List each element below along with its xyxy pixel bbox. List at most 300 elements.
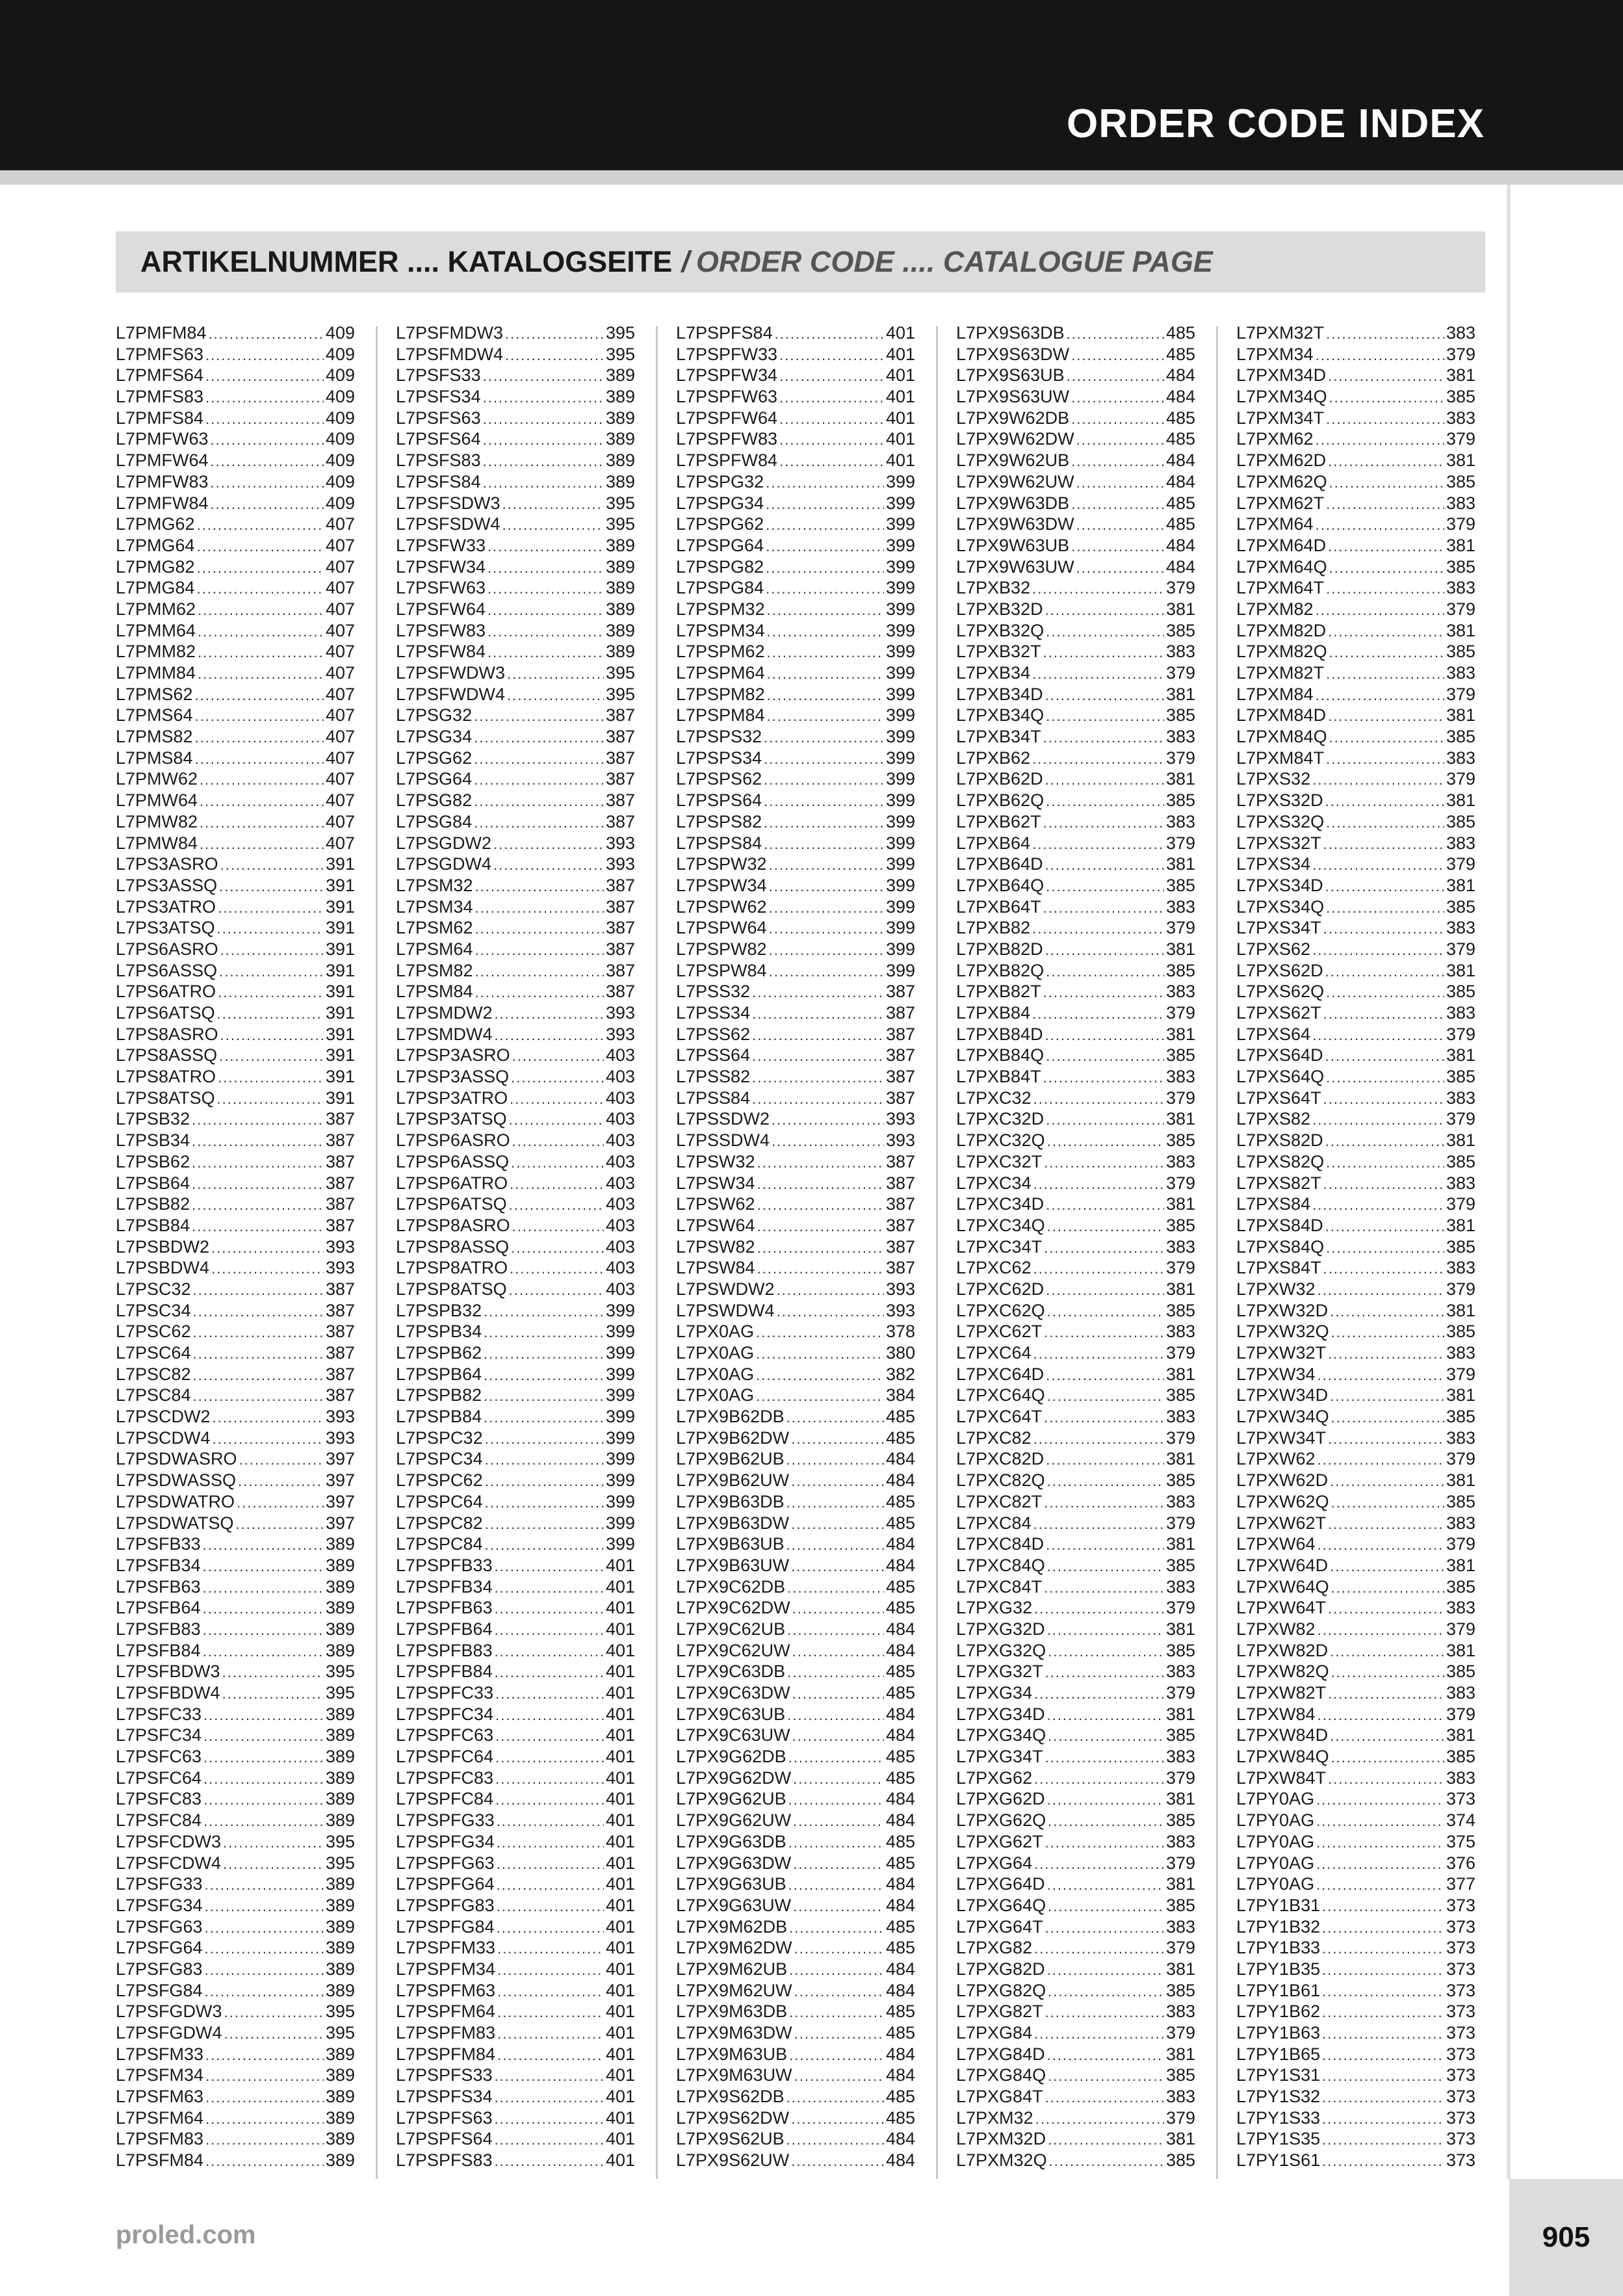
dot-leader bbox=[1043, 727, 1164, 748]
dot-leader bbox=[502, 494, 604, 514]
order-code: L7PSP8ATSQ bbox=[396, 1279, 507, 1299]
order-code: L7PX9W62DW bbox=[956, 429, 1074, 449]
dot-leader bbox=[213, 1429, 324, 1449]
index-entry bbox=[396, 1194, 635, 1215]
dot-leader bbox=[1046, 706, 1164, 726]
order-code: L7PXM62T bbox=[1236, 493, 1325, 513]
order-code: L7PSPW84 bbox=[676, 960, 767, 980]
index-entry bbox=[396, 577, 635, 599]
dot-leader bbox=[495, 2066, 604, 2086]
index-entry bbox=[956, 1853, 1195, 1874]
index-entry bbox=[1236, 556, 1475, 578]
catalogue-page: 399 bbox=[885, 960, 915, 980]
dot-leader bbox=[764, 791, 884, 811]
catalogue-page: 383 bbox=[1165, 1576, 1195, 1597]
dot-leader bbox=[1328, 706, 1444, 726]
catalogue-page: 381 bbox=[1165, 1449, 1195, 1469]
dot-leader bbox=[484, 1344, 604, 1364]
catalogue-page: 391 bbox=[325, 1067, 355, 1087]
index-entry bbox=[116, 981, 355, 1002]
order-code: L7PSFG84 bbox=[116, 1980, 203, 2000]
catalogue-page: 381 bbox=[1446, 1215, 1475, 1235]
catalogue-page: 379 bbox=[1446, 344, 1475, 364]
catalogue-page: 391 bbox=[325, 960, 355, 980]
catalogue-page: 383 bbox=[1446, 1003, 1475, 1023]
catalogue-page: 485 bbox=[885, 2107, 915, 2128]
index-entry bbox=[956, 1321, 1195, 1342]
dot-leader bbox=[1318, 1620, 1444, 1640]
dot-leader bbox=[793, 1896, 884, 1916]
order-code: L7PXC82T bbox=[956, 1491, 1043, 1511]
catalogue-page: 387 bbox=[325, 1130, 355, 1151]
catalogue-page: 401 bbox=[605, 1747, 635, 1767]
catalogue-page: 403 bbox=[605, 1130, 635, 1151]
order-code: L7PSFBDW4 bbox=[116, 1683, 220, 1702]
catalogue-page: 379 bbox=[1165, 578, 1195, 598]
index-column bbox=[676, 322, 915, 2171]
catalogue-page: 407 bbox=[325, 811, 355, 831]
index-entry bbox=[956, 2107, 1195, 2129]
catalogue-page: 381 bbox=[1165, 1024, 1195, 1044]
catalogue-page: 381 bbox=[1165, 854, 1195, 874]
index-entry bbox=[676, 1555, 915, 1576]
index-entry bbox=[1236, 2128, 1475, 2150]
index-entry bbox=[676, 1746, 915, 1768]
order-code: L7PXM32T bbox=[1236, 323, 1325, 343]
index-entry bbox=[396, 811, 635, 833]
order-code: L7PSPS64 bbox=[676, 790, 762, 811]
index-entry bbox=[116, 1045, 355, 1066]
index-entry bbox=[1236, 408, 1475, 429]
catalogue-page: 381 bbox=[1446, 790, 1475, 811]
index-entry bbox=[116, 875, 355, 896]
order-code: L7PXS62Q bbox=[1236, 982, 1325, 1002]
dot-leader bbox=[1048, 1896, 1164, 1916]
dot-leader bbox=[1045, 855, 1164, 875]
catalogue-page: 379 bbox=[1165, 1768, 1195, 1788]
order-code: L7PSS82 bbox=[676, 1067, 751, 1087]
dot-leader bbox=[792, 1641, 884, 1662]
catalogue-page: 381 bbox=[1446, 705, 1475, 725]
dot-leader bbox=[487, 558, 604, 578]
order-code: L7PXG62 bbox=[956, 1768, 1033, 1788]
catalogue-page: 387 bbox=[605, 769, 635, 789]
order-code: L7PSPS82 bbox=[676, 811, 762, 831]
dot-leader bbox=[1045, 2087, 1164, 2107]
catalogue-page: 387 bbox=[605, 790, 635, 811]
catalogue-page: 387 bbox=[605, 918, 635, 938]
index-entry bbox=[116, 641, 355, 662]
index-entry bbox=[676, 1873, 915, 1895]
catalogue-page: 389 bbox=[605, 408, 635, 428]
order-code: L7PMS62 bbox=[116, 684, 193, 704]
dot-leader bbox=[495, 1705, 604, 1725]
index-entry bbox=[956, 365, 1195, 386]
order-code: L7PX9W63DW bbox=[956, 514, 1074, 534]
dot-leader bbox=[213, 1407, 324, 1428]
catalogue-page: 383 bbox=[1446, 918, 1475, 938]
dot-leader bbox=[1322, 1938, 1444, 1959]
dot-leader bbox=[1047, 1216, 1164, 1236]
order-code: L7PXM32D bbox=[956, 2129, 1046, 2149]
order-code: L7PSGDW2 bbox=[396, 833, 492, 853]
catalogue-page: 387 bbox=[885, 1067, 915, 1087]
index-entry bbox=[956, 1640, 1195, 1662]
order-code: L7PY1B62 bbox=[1236, 2002, 1321, 2022]
index-entry bbox=[1236, 1895, 1475, 1916]
catalogue-page: 387 bbox=[885, 1003, 915, 1023]
catalogue-page: 387 bbox=[605, 875, 635, 895]
catalogue-page: 389 bbox=[325, 1916, 355, 1937]
dot-leader bbox=[1330, 1556, 1444, 1576]
index-entry bbox=[676, 1725, 915, 1746]
catalogue-page: 379 bbox=[1446, 1279, 1475, 1299]
order-code: L7PSPFM64 bbox=[396, 2002, 496, 2022]
catalogue-page: 401 bbox=[885, 450, 915, 471]
index-entry bbox=[676, 1236, 915, 1258]
dot-leader bbox=[1071, 536, 1164, 556]
index-entry bbox=[676, 1364, 915, 1385]
order-code: L7PS8ATRO bbox=[116, 1067, 216, 1087]
order-code: L7PX0AG bbox=[676, 1385, 755, 1405]
order-code: L7PSMDW4 bbox=[396, 1024, 493, 1044]
order-code: L7PX9B63UW bbox=[676, 1555, 790, 1575]
index-entry bbox=[1236, 493, 1475, 514]
dot-leader bbox=[512, 1216, 604, 1236]
dot-leader bbox=[220, 855, 324, 875]
index-entry bbox=[956, 896, 1195, 918]
dot-leader bbox=[1048, 2130, 1164, 2150]
index-entry bbox=[116, 1066, 355, 1088]
catalogue-page: 399 bbox=[885, 642, 915, 662]
catalogue-page: 383 bbox=[1446, 663, 1475, 683]
dot-leader bbox=[1325, 876, 1444, 896]
order-code: L7PXW84 bbox=[1236, 1704, 1316, 1724]
catalogue-page: 484 bbox=[885, 2044, 915, 2064]
index-entry bbox=[676, 1661, 915, 1682]
order-code: L7PSPB62 bbox=[396, 1343, 482, 1363]
catalogue-page: 385 bbox=[1446, 1322, 1475, 1342]
dot-leader bbox=[495, 1004, 604, 1024]
column-divider bbox=[656, 326, 658, 2179]
index-entry bbox=[1236, 1619, 1475, 1640]
order-code: L7PXG34D bbox=[956, 1704, 1045, 1724]
catalogue-page: 484 bbox=[1165, 365, 1195, 385]
catalogue-page: 389 bbox=[605, 429, 635, 449]
index-entry bbox=[116, 1555, 355, 1576]
catalogue-page: 407 bbox=[325, 727, 355, 747]
dot-leader bbox=[203, 1790, 324, 1810]
index-entry bbox=[956, 1088, 1195, 1109]
order-code: L7PX9M62UW bbox=[676, 1980, 792, 2000]
order-code: L7PSP6ATRO bbox=[396, 1173, 508, 1193]
index-entry bbox=[116, 2022, 355, 2044]
catalogue-page: 381 bbox=[1446, 365, 1475, 385]
index-entry bbox=[956, 833, 1195, 854]
dot-leader bbox=[205, 387, 324, 408]
dot-leader bbox=[1048, 1726, 1164, 1746]
index-entry bbox=[1236, 1682, 1475, 1704]
catalogue-page: 379 bbox=[1446, 854, 1475, 874]
order-code: L7PSPFW84 bbox=[676, 450, 778, 471]
index-entry bbox=[676, 1045, 915, 1066]
order-code: L7PX9C62UW bbox=[676, 1640, 790, 1660]
dot-leader bbox=[769, 919, 884, 939]
dot-leader bbox=[1326, 494, 1444, 514]
catalogue-page: 399 bbox=[885, 811, 915, 831]
catalogue-page: 383 bbox=[1446, 833, 1475, 853]
dot-leader bbox=[764, 813, 884, 833]
index-entry bbox=[676, 1788, 915, 1810]
dot-leader bbox=[779, 345, 884, 365]
index-entry bbox=[1236, 1215, 1475, 1236]
catalogue-page: 381 bbox=[1446, 535, 1475, 555]
order-code: L7PXB62T bbox=[956, 811, 1041, 831]
index-entry bbox=[396, 748, 635, 769]
index-entry bbox=[396, 1470, 635, 1491]
catalogue-page: 383 bbox=[1446, 1683, 1475, 1702]
order-code: L7PSW32 bbox=[676, 1151, 755, 1171]
catalogue-page: 407 bbox=[325, 556, 355, 577]
catalogue-page: 379 bbox=[1165, 748, 1195, 768]
index-entry bbox=[396, 1024, 635, 1045]
index-entry bbox=[956, 981, 1195, 1002]
dot-leader bbox=[1048, 1641, 1164, 1662]
index-entry bbox=[1236, 854, 1475, 875]
catalogue-page: 485 bbox=[885, 1428, 915, 1448]
index-entry bbox=[396, 1746, 635, 1768]
dot-leader bbox=[197, 558, 324, 578]
index-entry bbox=[116, 748, 355, 769]
index-entry bbox=[676, 471, 915, 493]
index-entry bbox=[956, 1959, 1195, 1980]
catalogue-page: 399 bbox=[885, 663, 915, 683]
catalogue-page: 395 bbox=[605, 684, 635, 704]
index-entry bbox=[116, 1980, 355, 2002]
dot-leader bbox=[193, 1365, 324, 1385]
order-code: L7PXG32 bbox=[956, 1598, 1033, 1618]
column-divider bbox=[1216, 326, 1218, 2179]
index-entry bbox=[676, 875, 915, 896]
index-entry bbox=[116, 514, 355, 535]
catalogue-page: 484 bbox=[885, 1619, 915, 1639]
dot-leader bbox=[1322, 1918, 1444, 1938]
catalogue-page: 385 bbox=[1165, 1725, 1195, 1745]
order-code: L7PXG84Q bbox=[956, 2065, 1046, 2085]
order-code: L7PSC62 bbox=[116, 1322, 191, 1342]
order-code: L7PSFC84 bbox=[116, 1810, 202, 1831]
order-code: L7PX9W62UB bbox=[956, 450, 1070, 471]
catalogue-page: 389 bbox=[325, 2087, 355, 2107]
catalogue-page: 385 bbox=[1446, 1662, 1475, 1682]
index-entry bbox=[676, 684, 915, 705]
catalogue-page: 389 bbox=[325, 2044, 355, 2064]
order-code: L7PSPG34 bbox=[676, 493, 764, 513]
dot-leader bbox=[483, 473, 604, 493]
dot-leader bbox=[203, 1641, 324, 1662]
index-entry bbox=[1236, 684, 1475, 705]
catalogue-page: 381 bbox=[1446, 1045, 1475, 1065]
order-code: L7PSFS83 bbox=[396, 450, 481, 471]
order-code: L7PXM84D bbox=[1236, 705, 1327, 725]
dot-leader bbox=[1322, 2109, 1444, 2129]
dot-leader bbox=[495, 1747, 604, 1768]
dot-leader bbox=[1316, 1811, 1444, 1831]
catalogue-page: 389 bbox=[325, 1704, 355, 1724]
index-column bbox=[956, 322, 1195, 2171]
index-entry bbox=[116, 1895, 355, 1916]
index-entry bbox=[956, 1513, 1195, 1534]
dot-leader bbox=[1326, 749, 1444, 769]
catalogue-page: 409 bbox=[325, 408, 355, 428]
order-code: L7PSPFG33 bbox=[396, 1810, 495, 1831]
catalogue-page: 403 bbox=[605, 1067, 635, 1087]
order-code: L7PXG34T bbox=[956, 1747, 1043, 1767]
order-code: L7PSFSDW3 bbox=[396, 493, 500, 513]
order-code: L7PSG32 bbox=[396, 705, 473, 725]
catalogue-page: 401 bbox=[605, 1938, 635, 1958]
order-code: L7PXC34 bbox=[956, 1173, 1032, 1193]
catalogue-page: 399 bbox=[605, 1513, 635, 1533]
catalogue-page: 373 bbox=[1446, 2044, 1475, 2064]
dot-leader bbox=[511, 1238, 604, 1258]
catalogue-page: 385 bbox=[1165, 1895, 1195, 1915]
dot-leader bbox=[777, 1280, 884, 1300]
order-code: L7PXS62 bbox=[1236, 939, 1311, 959]
dot-leader bbox=[195, 727, 324, 748]
order-code: L7PY0AG bbox=[1236, 1874, 1315, 1894]
dot-leader bbox=[1326, 1238, 1444, 1258]
index-entry bbox=[1236, 1024, 1475, 1045]
catalogue-page: 379 bbox=[1165, 1683, 1195, 1702]
catalogue-page: 399 bbox=[885, 514, 915, 534]
order-code: L7PSPC84 bbox=[396, 1534, 483, 1554]
catalogue-page: 399 bbox=[885, 896, 915, 917]
index-entry bbox=[676, 2150, 915, 2171]
order-code: L7PX9C63DB bbox=[676, 1662, 786, 1682]
index-entry bbox=[956, 1576, 1195, 1598]
order-code: L7PSC34 bbox=[116, 1300, 191, 1320]
catalogue-page: 401 bbox=[605, 1831, 635, 1851]
order-code: L7PXG34Q bbox=[956, 1725, 1046, 1745]
order-code: L7PXG62T bbox=[956, 1831, 1043, 1851]
index-entry bbox=[676, 833, 915, 854]
catalogue-page: 373 bbox=[1446, 2023, 1475, 2042]
order-code: L7PXW62T bbox=[1236, 1513, 1327, 1533]
index-entry bbox=[396, 1321, 635, 1342]
index-entry bbox=[956, 705, 1195, 726]
order-code: L7PS3ASSQ bbox=[116, 875, 218, 895]
dot-leader bbox=[1322, 2045, 1444, 2065]
dot-leader bbox=[757, 1238, 884, 1258]
catalogue-page: 391 bbox=[325, 854, 355, 874]
order-code: L7PSPC32 bbox=[396, 1428, 483, 1448]
order-code: L7PX9M62DB bbox=[676, 1916, 788, 1937]
dot-leader bbox=[779, 387, 884, 408]
dot-leader bbox=[507, 685, 604, 705]
catalogue-page: 381 bbox=[1165, 769, 1195, 789]
dot-leader bbox=[495, 1684, 604, 1704]
catalogue-page: 385 bbox=[1446, 642, 1475, 662]
dot-leader bbox=[789, 1918, 884, 1938]
order-code: L7PX9B63DB bbox=[676, 1491, 785, 1511]
index-entry bbox=[116, 1130, 355, 1151]
page-number-box bbox=[1509, 2179, 1623, 2296]
catalogue-page: 387 bbox=[885, 1194, 915, 1214]
dot-leader bbox=[779, 366, 884, 386]
catalogue-page: 401 bbox=[605, 1683, 635, 1702]
catalogue-page: 373 bbox=[1446, 1980, 1475, 2000]
order-code: L7PXM84Q bbox=[1236, 727, 1327, 747]
dot-leader bbox=[502, 515, 604, 535]
catalogue-page: 399 bbox=[885, 833, 915, 853]
dot-leader bbox=[756, 1344, 884, 1364]
catalogue-page: 387 bbox=[885, 1258, 915, 1278]
catalogue-page: 391 bbox=[325, 875, 355, 895]
catalogue-page: 381 bbox=[1446, 1555, 1475, 1575]
dot-leader bbox=[193, 1280, 324, 1300]
dot-leader bbox=[794, 2024, 884, 2044]
catalogue-page: 383 bbox=[1446, 1768, 1475, 1788]
index-entry bbox=[1236, 1130, 1475, 1151]
dot-leader bbox=[1032, 664, 1164, 684]
order-code: L7PXC62D bbox=[956, 1279, 1045, 1299]
dot-leader bbox=[497, 1918, 604, 1938]
dot-leader bbox=[505, 324, 604, 344]
dot-leader bbox=[497, 2045, 604, 2065]
index-entry bbox=[956, 428, 1195, 450]
index-column bbox=[116, 322, 355, 2171]
dot-leader bbox=[1033, 1514, 1164, 1534]
order-code: L7PX9C62DW bbox=[676, 1598, 790, 1618]
catalogue-page: 385 bbox=[1165, 1470, 1195, 1491]
index-entry bbox=[1236, 1406, 1475, 1428]
index-entry bbox=[116, 386, 355, 408]
catalogue-page: 387 bbox=[325, 1215, 355, 1235]
order-code: L7PSS32 bbox=[676, 982, 751, 1002]
dot-leader bbox=[509, 1110, 604, 1130]
catalogue-page: 389 bbox=[325, 1789, 355, 1809]
catalogue-page: 399 bbox=[885, 684, 915, 704]
order-code: L7PXW84T bbox=[1236, 1768, 1327, 1788]
order-code: L7PXS32T bbox=[1236, 833, 1321, 853]
catalogue-page: 387 bbox=[605, 727, 635, 747]
order-code: L7PXC32Q bbox=[956, 1130, 1045, 1151]
index-entry bbox=[1236, 1279, 1475, 1300]
catalogue-page: 399 bbox=[885, 875, 915, 895]
index-entry bbox=[116, 1364, 355, 1385]
dot-leader bbox=[1071, 409, 1164, 429]
catalogue-page: 393 bbox=[605, 1024, 635, 1044]
order-code: L7PXS34 bbox=[1236, 854, 1311, 874]
catalogue-page: 383 bbox=[1446, 1343, 1475, 1363]
dot-leader bbox=[1048, 2066, 1164, 2086]
index-entry bbox=[1236, 833, 1475, 854]
catalogue-page: 484 bbox=[885, 1534, 915, 1554]
order-code: L7PXC32T bbox=[956, 1151, 1043, 1171]
dot-leader bbox=[1045, 1662, 1164, 1682]
index-entry bbox=[396, 2044, 635, 2065]
index-entry bbox=[116, 2086, 355, 2107]
index-entry bbox=[956, 1108, 1195, 1130]
dot-leader bbox=[497, 1811, 604, 1831]
catalogue-page: 395 bbox=[325, 1853, 355, 1873]
order-code: L7PSP6ASRO bbox=[396, 1130, 510, 1151]
index-entry bbox=[676, 662, 915, 684]
dot-leader bbox=[203, 1620, 324, 1640]
order-code: L7PXM64 bbox=[1236, 514, 1314, 534]
dot-leader bbox=[752, 982, 884, 1002]
